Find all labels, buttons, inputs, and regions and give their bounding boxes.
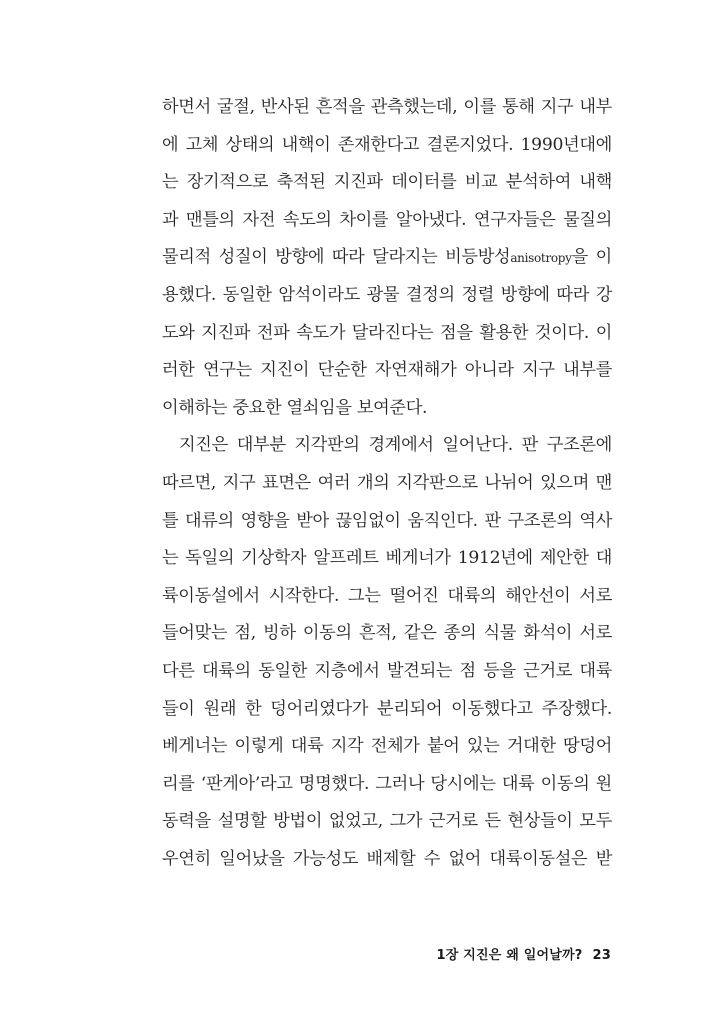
text-line: 우연히 일어났을 가능성도 배제할 수 없어 대륙이동설은 받: [162, 848, 612, 869]
text-line: 용했다. 동일한 암석이라도 광물 결정의 정렬 방향에 따라 강: [162, 284, 612, 305]
page-footer: [437, 944, 612, 963]
text-line: 는 장기적으로 축적된 지진파 데이터를 비교 분석하여 내핵: [162, 172, 612, 193]
text-fragment: 물리적 성질이 방향에 따라 달라지는 비등방성: [162, 247, 511, 268]
text-line: [162, 239, 612, 277]
text-line: 베게너는 이렇게 대륙 지각 전체가 붙어 있는 거대한 땅덩어: [162, 736, 612, 757]
text-line: 다른 대륙의 동일한 지층에서 발견되는 점 등을 근거로 대륙: [162, 660, 612, 681]
anisotropy-gloss: anisotropy: [510, 251, 572, 266]
text-line: 는 독일의 기상학자 알프레트 베게너가 1912년에 제안한 대: [162, 548, 612, 569]
text-line: 틀 대류의 영향을 받아 끊임없이 움직인다. 판 구조론의 역사: [162, 510, 612, 531]
page-number: 23: [592, 948, 611, 963]
text-line: 륙이동설에서 시작한다. 그는 떨어진 대륙의 해안선이 서로: [162, 585, 612, 606]
text-line: 에 고체 상태의 내핵이 존재한다고 결론지었다. 1990년대에: [162, 134, 612, 155]
text-fragment: 을 이: [571, 247, 612, 268]
text-line: 도와 지진파 전파 속도가 달라진다는 점을 활용한 것이다. 이: [162, 322, 612, 343]
body-text: [162, 89, 612, 878]
text-line: 들어맞는 점, 빙하 이동의 흔적, 같은 종의 식물 화석이 서로: [162, 623, 612, 644]
text-line: 따르면, 지구 표면은 여러 개의 지각판으로 나뉘어 있으며 맨: [162, 472, 612, 493]
text-line: 리를 ‘판게아’라고 명명했다. 그러나 당시에는 대륙 이동의 원: [162, 773, 612, 794]
text-line: 하면서 굴절, 반사된 흔적을 관측했는데, 이를 통해 지구 내부: [162, 97, 612, 117]
text-line: 이해하는 중요한 열쇠임을 보여준다.: [162, 397, 428, 418]
text-line: 과 맨틀의 자전 속도의 차이를 알아냈다. 연구자들은 물질의: [162, 209, 612, 230]
text-line: 들이 원래 한 덩어리였다가 분리되어 이동했다고 주장했다.: [162, 698, 612, 719]
chapter-title: 1장 지진은 왜 일어날까?: [436, 948, 583, 963]
text-line: 러한 연구는 지진이 단순한 자연재해가 아니라 지구 내부를: [162, 360, 612, 381]
text-line: 동력을 설명할 방법이 없었고, 그가 근거로 든 현상들이 모두: [162, 811, 612, 832]
text-line: 지진은 대부분 지각판의 경계에서 일어난다. 판 구조론에: [179, 435, 612, 456]
